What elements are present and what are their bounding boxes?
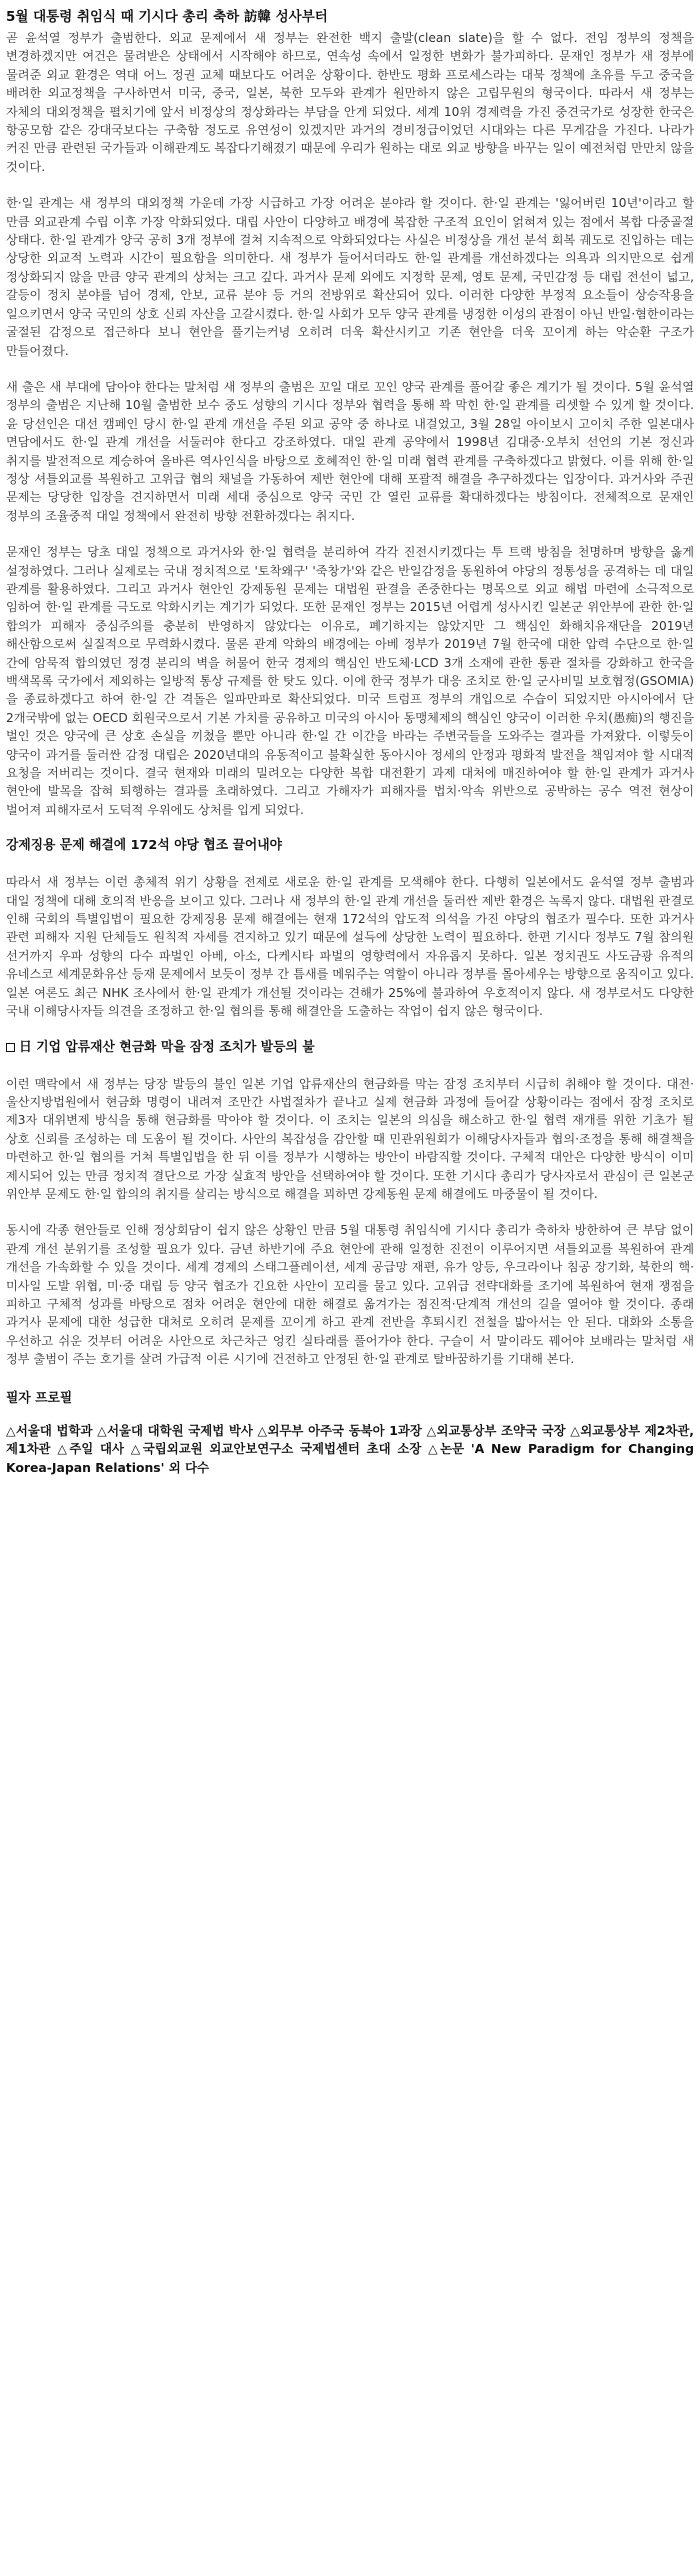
square-bullet-icon [6,1043,15,1052]
paragraph-7: 동시에 각종 현안들로 인해 정상회담이 쉽지 않은 상황인 만큼 5월 대통령 취임식에 기시다 총리가 축하차 방한하여 큰 부담 없이 관계 개선 분위기를 조성할 필요가 있다. 금년 하반기에 주요 현안에 관해 일정한 진전이 이루어지면 셔틀외교를 복원하여 관계 개선을 가속화할 수 있을 것이다. 세계 경제의 스태그플레이션, 세계 공급망 재편, 유가 앙등, 우크라이나 침공 장기화, 북한의 핵·미사일 도발 위협, 미·중 대립 등 양국 협조가 긴요한 사안이 꼬리를 물고 있다. 고위급 전략대화를 조기에 복원하여 현재 쟁점을 피하고 구체적 성과를 바탕으로 점차 어려운 현안에 대한 해결로 옮겨가는 점진적·단계적 개선의 길을 열어야 할 것이다. 종래 과거사 문제에 대한 성급한 대처로 오히려 문제를 꼬이게 하고 관계 전반을 후퇴시킨 전철을 밟아서는 안 된다. 대화와 소통을 우선하고 쉬운 것부터 어려운 사안으로 차근차근 엉킨 실타래를 풀어가야 한다. 구슬이 서 말이라도 꿰어야 보배라는 말처럼 새 정부 출범이 주는 호기를 살려 가급적 이른 시기에 건전하고 안정된 한·일 관계로 탈바꿈하기를 기대해 본다. [6,1223,694,1367]
paragraph-6: 이런 맥락에서 새 정부는 당장 발등의 불인 일본 기업 압류재산의 현금화를 막는 잠정 조치부터 시급히 취해야 할 것이다. 대전·울산지방법원에서 현금화 명령이 내려져 조만간 사법절차가 끝나고 실제 현금화 과정에 들어갈 상황이라는 점에서 잠정 조치로 제3자 대위변제 방식을 통해 현금화를 막아야 할 것이다. 이 조치는 일본의 의심을 해소하고 한·일 협력 재개를 위한 기초가 될 상호 신뢰를 조성하는 데 도움이 될 것이다. 사안의 복잡성을 감안할 때 민관위원회가 이해당사자들과 협의·조정을 통해 해결책을 마련하고 한·일 협의를 거쳐 특별입법을 한 뒤 이를 정부가 시행하는 방안이 바람직할 것이다. 구체적 대안은 다양한 방식이 이미 제시되어 있는 만큼 정치적 결단으로 가장 실효적 방안을 선택하여야 할 것이다. 또한 기시다 총리가 당사자로서 관심이 큰 일본군 위안부 문제도 한·일 합의의 취지를 살리는 방식으로 해결을 꾀하면 강제동원 문제 해결에도 마중물이 될 것이다. [6,1076,694,1201]
subheading-seized-assets-text: 日 기업 압류재산 현금화 막을 잠정 조치가 발등의 불 [19,1039,315,1055]
paragraph-1: 곧 윤석열 정부가 출범한다. 외교 문제에서 새 정부는 완전한 백지 출발(clean slate)을 할 수 없다. 전임 정부의 정책을 변경하겠지만 여건은 물려받은 상태에서 시작해야 하므로, 연속성 속에서 일정한 변화가 불가피하다. 문재인 정부가 새 정부에 물려준 외교 환경은 역대 어느 정권 교체 때보다도 어려운 상황이다. 한반도 평화 프로세스라는 대북 정책에 초유를 두고 중국을 배려한 외교정책을 구사하면서 미국, 중국, 일본, 북한 모두와 관계가 원만하지 않은 고립무원의 형국이다. 따라서 새 정부는 자체의 대외정책을 펼치기에 앞서 비정상의 정상화라는 부담을 안게 되었다. 세계 10위 경제력을 가진 중견국가로 성장한 한국은 항공모함 같은 강대국보다는 구축함 정도로 유연성이 있겠지만 과거의 경비정급이었던 시대와는 다른 무게감을 가진다. 나라가 커진 만큼 관련된 국가들과 이해관계도 복잡다기해졌기 때문에 우리가 원하는 대로 외교 방향을 바꾸는 일이 예전처럼 만만치 않을 것이다. [6,31,694,174]
paragraph-5: 따라서 새 정부는 이런 총체적 위기 상황을 전제로 새로운 한·일 관계를 모색해야 한다. 다행히 일본에서도 윤석열 정부 출범과 대일 정책에 대해 호의적 반응을 보이고 있다. 그러나 새 정부의 한·일 관계 개선을 둘러싼 제반 환경은 녹록지 않다. 대법원 판결로 인해 국회의 특별입법이 필요한 강제징용 문제 해결에는 현재 172석의 압도적 의석을 가진 야당의 협조가 필수다. 또한 과거사 관련 피해자 지원 단체들도 원칙적 자세를 견지하고 있기 때문에 설득에 상당한 노력이 필요하다. 한편 기시다 정부도 7월 참의원 선거까지 우파 성향의 다수 파벌인 아베, 아소, 다케시타 파벌의 영향력에서 자유롭지 못하다. 일본 정치권도 사도금광 유적의 유네스코 세계문화유산 등재 문제에서 보듯이 정부 간 틈새를 메워주는 역할이 아니라 정부를 몰아세우는 방향으로 움직이고 있다. 일본 여론도 최근 NHK 조사에서 한·일 관계가 개선될 것이라는 견해가 25%에 불과하여 우호적이지 않다. 새 정부로서도 다양한 국내 이해당사자들 의견을 조정하고 한·일 협의를 통해 해결안을 도출하는 작업이 쉽지 않은 형국이다. [6,875,694,1019]
article-title: 5월 대통령 취임식 때 기시다 총리 축하 訪韓 성사부터 [6,9,328,25]
paragraph-2: 한·일 관계는 새 정부의 대외정책 가운데 가장 시급하고 가장 어려운 분야라 할 것이다. 한·일 관계는 '잃어버린 10년'이라고 할 만큼 외교관계 수립 이후 가장 악화되었다. 대립 사안이 다양하고 배경에 복잡한 구조적 요인이 얽혀져 있는 점에서 복합 다중골절 상태다. 한·일 관계가 양국 공히 3개 정부에 걸쳐 지속적으로 악화되었다는 사실은 비정상을 개선 분석 회복 궤도로 진입하는 데는 상당한 외교적 노력과 시간이 필요함을 의미한다. 새 정부가 들어서더라도 한·일 관계를 개선하겠다는 의욕과 의지만으로 쉽게 정상화되지 않을 만큼 양국 관계의 상처는 크고 깊다. 과거사 문제 외에도 지정학 문제, 영토 문제, 국민감정 등 대립 전선이 넓고, 갈등이 정치 분야를 넘어 경제, 안보, 교류 분야 등 거의 전방위로 확산되어 있다. 이러한 다양한 부정적 요소들이 상승작용을 일으키면서 양국 국민의 상호 신뢰 자산을 고갈시켰다. 한·일 사회가 모두 양국 관계를 냉정한 이성의 관점이 아닌 반일·혐한이라는 굴절된 감정으로 접근하다 보니 현안을 풀기는커녕 오히려 더욱 확산시키고 기존 현안을 더욱 꼬이게 하는 악순환 구조가 만들어졌다. [6,196,694,358]
paragraph-4: 문재인 정부는 당초 대일 정책으로 과거사와 한·일 협력을 분리하여 각각 진전시키겠다는 투 트랙 방침을 천명하며 방향을 옳게 설정하였다. 그러나 실제로는 국내 정치적으로 '토착왜구' '죽창가'와 같은 반일감정을 동원하여 야당의 정통성을 공격하는 데 대일 관계를 활용하였다. 그리고 과거사 현안인 강제동원 문제는 대법원 판결을 존중한다는 명목으로 외교 해법 마련에 소극적으로 임하여 한·일 관계를 극도로 악화시키는 계기가 되었다. 또한 문재인 정부는 2015년 어렵게 성사시킨 일본군 위안부에 관한 한·일 합의가 피해자 중심주의를 충분히 반영하지 않았다는 이유로, 폐기하지는 않았지만 그 핵심인 화해치유재단을 2019년 해산함으로써 실질적으로 무력화시켰다. 물론 관계 악화의 배경에는 아베 정부가 2019년 7월 한국에 대한 압력 수단으로 한·일 간에 암묵적 합의였던 정경 분리의 벽을 허물어 한국 경제의 핵심인 반도체·LCD 3개 소재에 관한 통관 절차를 강화하고 한국을 백색목록 국가에서 제외하는 일방적 통상 규제를 한 탓도 있다. 이에 한국 정부가 대응 조치로 한·일 군사비밀 보호협정(GSOMIA)을 종료하겠다고 하여 한·일 간 격돌은 일파만파로 확산되었다. 미국 트럼프 정부의 개입으로 수습이 되었지만 아시아에서 단 2개국밖에 없는 OECD 회원국으로서 기본 가치를 공유하고 미국의 아시아 동맹체제의 핵심인 양국이 이러한 우치(愚痴)의 행진을 벌인 것은 양국에 큰 상호 손실을 끼쳤을 뿐만 아니라 한·일 간 이간을 바라는 주변국들을 도와주는 결과를 가져왔다. 이렇듯이 양국이 과거를 둘러싼 감정 대립은 2020년대의 유동적이고 불확실한 동아시아 정세의 안정과 평화적 발전을 책임져야 할 시대적 요청을 저버리는 것이다. 결국 현재와 미래의 밀려오는 다양한 복합 대전환기 과제 대처에 매진하여야 할 한·일 관계가 과거사 현안에 발목을 잡혀 퇴행하는 결과를 초래하였다. 그리고 가해자가 피해자를 법치·악속 위반으로 공박하는 공수 역전 현상이 벌어져 피해자로서 도덕적 우위에도 상처를 입게 되었다. [6,545,694,817]
subheading-forced-labor: 강제징용 문제 해결에 172석 야당 협조 끌어내야 [6,838,282,854]
author-profile-title: 필자 프로필 [6,1390,73,1406]
paragraph-3: 새 출은 새 부대에 담아야 한다는 말처럼 새 정부의 출범은 꼬일 대로 꼬인 양국 관계를 풀어갈 좋은 계기가 될 것이다. 5월 윤석열 정부의 출범은 지난해 10월 출범한 보수 중도 성향의 기시다 정부와 협력을 통해 꽉 막힌 한·일 관계를 리셋할 수 있게 할 것이다. 윤 당선인은 대선 캠페인 당시 한·일 관계 개선을 주된 외교 공약 중 하나로 내걸었고, 3월 28일 아이보시 고이치 주한 일본대사 면담에서도 한·일 관계 개선을 서둘러야 한다고 강조하였다. 대일 관계 공약에서 1998년 김대중·오부치 선언의 기본 정신과 취지를 발전적으로 계승하여 올바른 역사인식을 바탕으로 호혜적인 한·일 미래 협력 관계를 구축하겠다고 밝혔다. 이를 위해 한·일 정상 셔틀외교를 복원하고 고위급 협의 채널을 가동하여 제반 현안에 대해 포괄적 해결을 추구하겠다는 입장이다. 과거사와 주권 문제는 당당한 입장을 견지하면서 미래 세대 중심으로 양국 국민 간 열린 교류를 확대하겠다는 방침이다. 전체적으로 문재인 정부의 조율중적 대일 정책에서 완전히 방향 전환하겠다는 취지다. [6,379,694,523]
subheading-seized-assets [6,1039,694,1057]
author-profile-text: △서울대 법학과 △서울대 대학원 국제법 박사 △외무부 아주국 동북아 1과장 △외교통상부 조약국 국장 △외교통상부 제2차관, 제1차관 △주일 대사 △국립외교원 외교안보연구소 국제법센터 초대 소장 △논문 'A New Paradigm for Changing Korea-Japan Relations' 외 다수 [6,1422,694,1475]
